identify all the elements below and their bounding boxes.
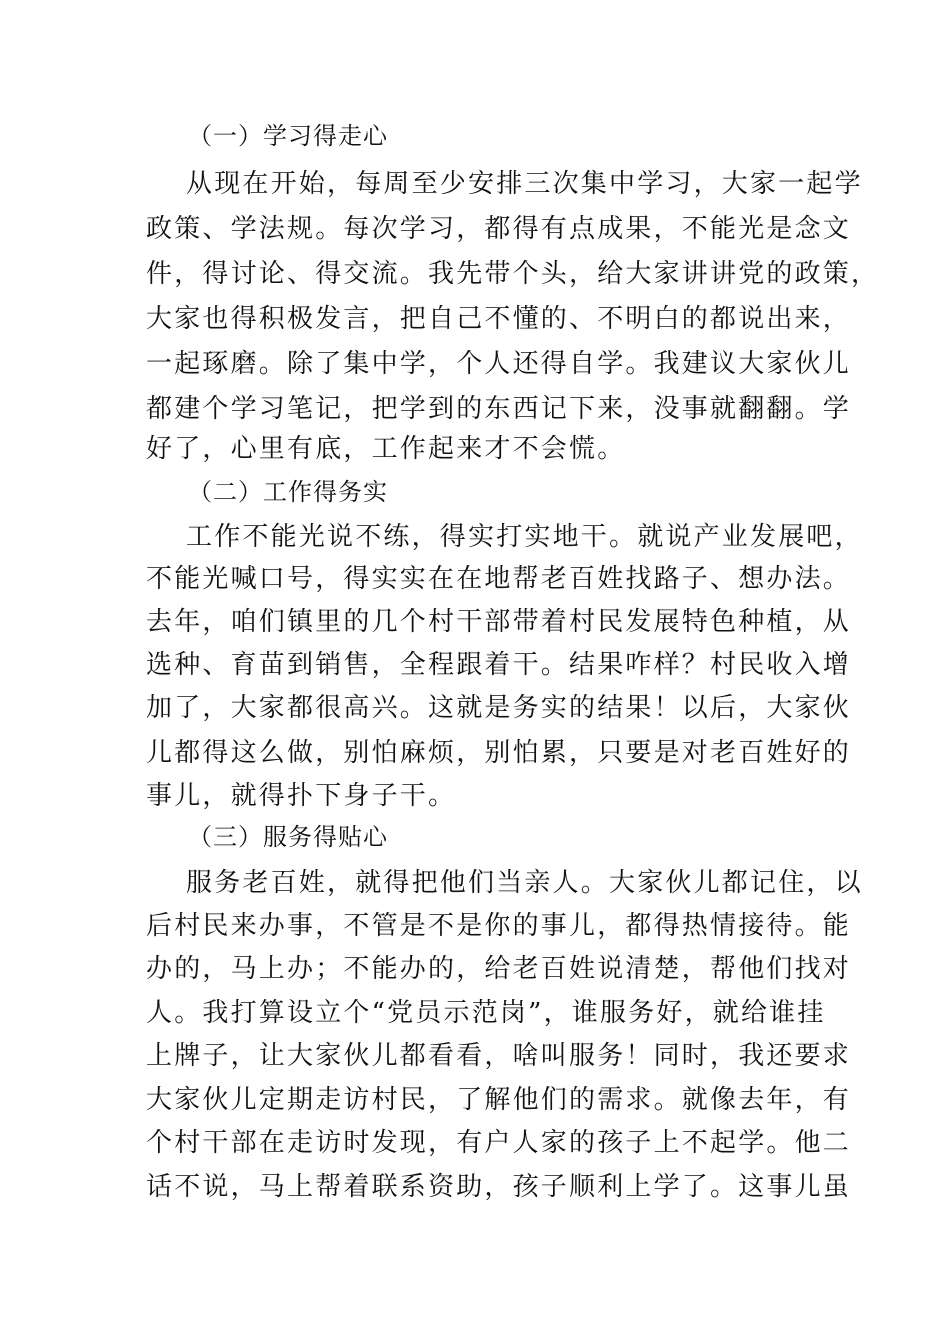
section-heading-1: （一）学习得走心 (188, 122, 388, 150)
paragraph-line: 都建个学习笔记，把学到的东西记下来，没事就翻翻。学 (146, 394, 852, 424)
paragraph-line: 个村干部在走访时发现，有户人家的孩子上不起学。他二 (146, 1128, 852, 1158)
paragraph-line: 上牌子，让大家伙儿都看看，啥叫服务！同时，我还要求 (146, 1041, 852, 1071)
paragraph-line: 后村民来办事，不管是不是你的事儿，都得热情接待。能 (146, 911, 852, 941)
paragraph-line: 一起琢磨。除了集中学，个人还得自学。我建议大家伙儿 (146, 349, 852, 379)
paragraph-line: 服务老百姓，就得把他们当亲人。大家伙儿都记住，以 (186, 868, 863, 898)
paragraph-line: 办的，马上办；不能办的，给老百姓说清楚，帮他们找对 (146, 954, 852, 984)
paragraph-line: 大家也得积极发言，把自己不懂的、不明白的都说出来， (146, 304, 852, 334)
section-heading-3: （三）服务得贴心 (188, 823, 388, 851)
paragraph-line: 儿都得这么做，别怕麻烦，别怕累，只要是对老百姓好的 (146, 738, 852, 768)
paragraph-line: 去年，咱们镇里的几个村干部带着村民发展特色种植，从 (146, 607, 852, 637)
paragraph-line: 件，得讨论、得交流。我先带个头，给大家讲讲党的政策， (146, 259, 880, 289)
paragraph-line: 事儿，就得扑下身子干。 (146, 781, 457, 811)
paragraph-line: 人。我打算设立个“党员示范岗”，谁服务好，就给谁挂 (146, 998, 826, 1028)
paragraph-line: 从现在开始，每周至少安排三次集中学习，大家一起学 (186, 169, 863, 199)
paragraph-line: 加了，大家都很高兴。这就是务实的结果！以后，大家伙 (146, 693, 852, 723)
paragraph-line: 政策、学法规。每次学习，都得有点成果，不能光是念文 (146, 214, 852, 244)
paragraph-line: 大家伙儿定期走访村民，了解他们的需求。就像去年，有 (146, 1085, 852, 1115)
paragraph-line: 好了，心里有底，工作起来才不会慌。 (146, 434, 626, 464)
paragraph-line: 不能光喊口号，得实实在在地帮老百姓找路子、想办法。 (146, 564, 852, 594)
section-heading-2: （二）工作得务实 (188, 478, 388, 506)
paragraph-line: 工作不能光说不练，得实打实地干。就说产业发展吧， (186, 522, 863, 552)
paragraph-line: 选种、育苗到销售，全程跟着干。结果咋样？村民收入增 (146, 650, 852, 680)
paragraph-line: 话不说，马上帮着联系资助，孩子顺利上学了。这事儿虽 (146, 1172, 852, 1202)
